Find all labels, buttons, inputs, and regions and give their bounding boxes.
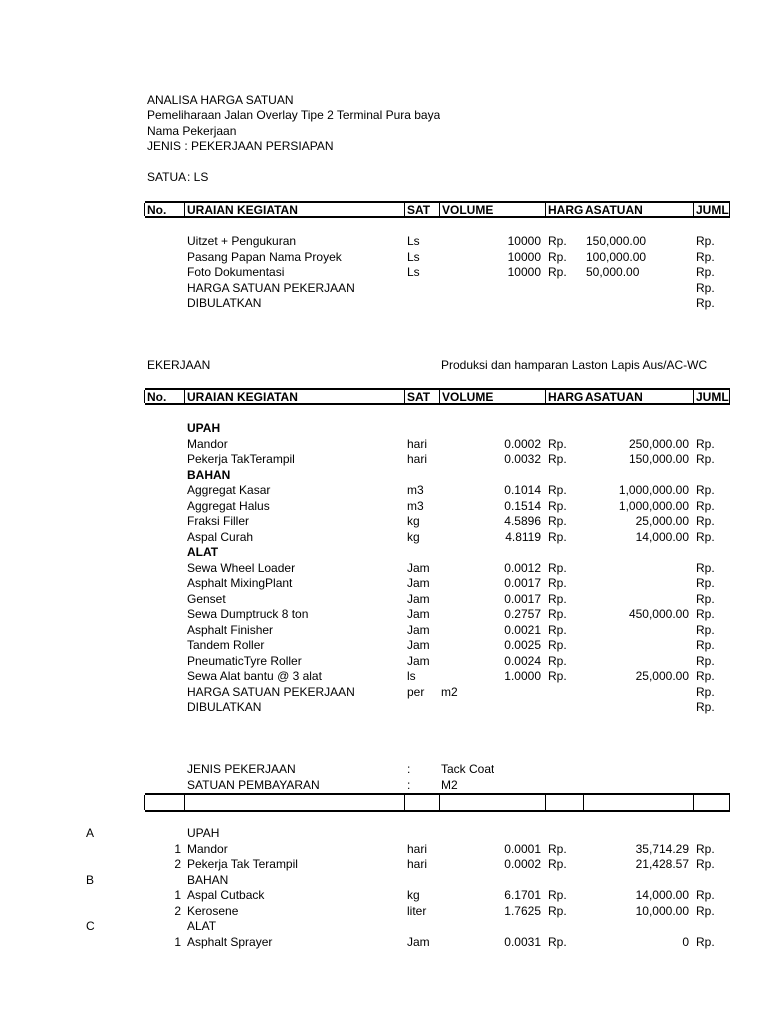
row-description: Sewa Wheel Loader xyxy=(187,560,296,575)
group-letter-b: B xyxy=(86,872,95,887)
row-currency: Rp. xyxy=(548,653,567,668)
row-unit: Ls xyxy=(407,265,420,279)
harga-satuan-pekerjaan-label: HARGA SATUAN PEKERJAAN xyxy=(187,684,355,699)
row-unit: kg xyxy=(407,514,420,528)
row-unit-price: 1,000,000.00 xyxy=(618,483,689,497)
row-total-currency: Rp. xyxy=(696,591,715,606)
row-volume: 0.0017 xyxy=(504,576,541,590)
header-satuan: ASATUAN xyxy=(585,391,643,404)
row-unit-price: 0 xyxy=(682,934,689,949)
group-letter-c: C xyxy=(86,919,95,933)
jenis-pekerjaan-value: Tack Coat xyxy=(441,762,495,776)
row-volume: 0.0024 xyxy=(504,653,541,668)
pekerjaan-label: EKERJAAN xyxy=(147,358,211,372)
row-currency: Rp. xyxy=(548,638,567,652)
row-volume: 0.0012 xyxy=(504,560,541,575)
row-volume: 0.0032 xyxy=(504,452,541,466)
dibulatkan-label: DIBULATKAN xyxy=(187,700,262,714)
row-description: Mandor xyxy=(187,841,228,856)
row-total-currency: Rp. xyxy=(696,265,715,279)
bahan-heading: BAHAN xyxy=(187,467,231,482)
row-description: Asphalt MixingPlant xyxy=(187,576,293,590)
row-total-currency: Rp. xyxy=(696,452,715,466)
upah-heading: UPAH xyxy=(187,421,221,435)
row-number: 1 xyxy=(174,888,181,902)
row-unit-price: 25,000.00 xyxy=(635,669,689,683)
row-currency: Rp. xyxy=(548,903,567,918)
header-sat: SAT xyxy=(407,204,431,217)
row-currency: Rp. xyxy=(548,560,567,575)
row-currency: Rp. xyxy=(548,841,567,856)
row-total-currency: Rp. xyxy=(696,903,715,918)
row-currency: Rp. xyxy=(548,857,567,871)
row-unit: kg xyxy=(407,529,420,544)
header-uraian: URAIAN KEGIATAN xyxy=(187,391,298,404)
row-unit-price: 25,000.00 xyxy=(635,514,689,528)
alat-heading: ALAT xyxy=(187,919,217,933)
row-unit-price: 10,000.00 xyxy=(635,903,689,918)
row-currency: Rp. xyxy=(548,529,567,544)
row-total-currency: Rp. xyxy=(696,934,715,949)
row-currency: Rp. xyxy=(548,452,567,466)
row-description: Pekerja TakTerampil xyxy=(187,452,295,466)
row-number: 1 xyxy=(174,841,181,856)
row-number: 1 xyxy=(174,934,181,949)
row-description: Uitzet + Pengukuran xyxy=(187,234,297,248)
row-description: Aspal Curah xyxy=(187,529,254,544)
row-description: Asphalt Sprayer xyxy=(187,934,273,949)
row-unit: m3 xyxy=(407,483,424,497)
row-description: Pekerja Tak Terampil xyxy=(187,857,298,871)
row-unit: hari xyxy=(407,436,428,451)
row-volume: 10000 xyxy=(507,249,541,264)
row-unit: Jam xyxy=(407,653,430,668)
row-unit: Jam xyxy=(407,591,430,606)
header-harga: HARG xyxy=(548,391,584,404)
row-currency: Rp. xyxy=(548,498,567,513)
row-unit-price: 450,000.00 xyxy=(628,607,689,621)
row-currency: Rp. xyxy=(548,436,567,451)
row-total-currency: Rp. xyxy=(696,653,715,668)
satuan-value: : LS xyxy=(187,170,209,184)
project-name: Pemeliharaan Jalan Overlay Tipe 2 Terminal Pura baya xyxy=(147,108,441,122)
row-description: Aspal Cutback xyxy=(187,888,265,902)
row-description: Aggregat Halus xyxy=(187,498,270,513)
row-description: Genset xyxy=(187,591,226,606)
row-total-currency: Rp. xyxy=(696,560,715,575)
jenis-colon: : xyxy=(407,762,411,776)
harga-per: per xyxy=(407,684,425,699)
harga-satuan-currency: Rp. xyxy=(696,281,715,295)
row-volume: 0.0001 xyxy=(504,841,541,856)
row-volume: 0.0002 xyxy=(504,436,541,451)
row-currency: Rp. xyxy=(548,888,567,902)
row-total-currency: Rp. xyxy=(696,638,715,652)
row-unit: Ls xyxy=(407,249,420,264)
jenis-pekerjaan-label: JENIS PEKERJAAN xyxy=(187,762,296,776)
row-unit: hari xyxy=(407,841,428,856)
row-number: 2 xyxy=(174,857,181,871)
row-volume: 4.8119 xyxy=(505,529,541,544)
row-currency: Rp. xyxy=(548,483,567,497)
row-unit: Jam xyxy=(407,622,430,637)
row-total-currency: Rp. xyxy=(696,514,715,528)
row-currency: Rp. xyxy=(548,249,567,264)
row-volume: 0.0021 xyxy=(504,622,541,637)
header-sat: SAT xyxy=(407,391,431,404)
header-harga: HARG xyxy=(548,204,584,217)
row-unit: liter xyxy=(407,903,427,918)
row-total-currency: Rp. xyxy=(696,888,715,902)
harga-satuan-pekerjaan-label: HARGA SATUAN PEKERJAAN xyxy=(187,281,355,295)
row-unit: m3 xyxy=(407,498,424,513)
harga-unit: m2 xyxy=(441,684,458,699)
row-description: Aggregat Kasar xyxy=(187,483,271,497)
row-currency: Rp. xyxy=(548,514,567,528)
table-header-1 xyxy=(145,201,730,218)
header-volume: VOLUME xyxy=(442,204,494,217)
row-total-currency: Rp. xyxy=(696,436,715,451)
row-volume: 0.1014 xyxy=(504,483,541,497)
row-description: Sewa Alat bantu @ 3 alat xyxy=(187,669,322,683)
row-number: 2 xyxy=(174,903,181,918)
header-uraian: URAIAN KEGIATAN xyxy=(187,204,298,217)
row-description: Sewa Dumptruck 8 ton xyxy=(187,607,309,621)
row-volume: 0.0017 xyxy=(504,591,541,606)
row-currency: Rp. xyxy=(548,622,567,637)
row-unit: kg xyxy=(407,888,420,902)
row-total-currency: Rp. xyxy=(696,857,715,871)
row-unit-price: 150,000.00 xyxy=(586,234,647,248)
row-unit: hari xyxy=(407,452,428,466)
row-volume: 1.0000 xyxy=(504,669,541,683)
row-currency: Rp. xyxy=(548,591,567,606)
row-currency: Rp. xyxy=(548,265,567,279)
row-unit: hari xyxy=(407,857,428,871)
row-volume: 0.0002 xyxy=(504,857,541,871)
row-total-currency: Rp. xyxy=(696,234,715,248)
row-unit-price: 14,000.00 xyxy=(635,888,689,902)
row-currency: Rp. xyxy=(548,234,567,248)
row-description: Mandor xyxy=(187,436,228,451)
row-total-currency: Rp. xyxy=(696,841,715,856)
nama-pekerjaan-label: Nama Pekerjaan xyxy=(147,124,237,138)
row-total-currency: Rp. xyxy=(696,576,715,590)
header-satuan: ASATUAN xyxy=(585,204,643,217)
row-volume: 0.2757 xyxy=(504,607,541,621)
row-unit-price: 1,000,000.00 xyxy=(618,498,689,513)
row-unit-price: 35,714.29 xyxy=(635,841,689,856)
dibulatkan-label: DIBULATKAN xyxy=(187,296,262,310)
satuan-pembayaran-label: SATUAN PEMBAYARAN xyxy=(187,778,320,792)
header-no: No. xyxy=(147,391,167,404)
row-description: PneumaticTyre Roller xyxy=(187,653,302,668)
row-volume: 6.1701 xyxy=(504,888,541,902)
row-volume: 1.7625 xyxy=(504,903,541,918)
row-description: Asphalt Finisher xyxy=(187,622,274,637)
row-unit-price: 100,000.00 xyxy=(586,249,647,264)
row-currency: Rp. xyxy=(548,607,567,621)
row-unit-price: 250,000.00 xyxy=(628,436,689,451)
row-volume: 0.1514 xyxy=(504,498,541,513)
satuan-colon: : xyxy=(407,778,411,792)
row-volume: 0.0025 xyxy=(504,638,541,652)
row-description: Tandem Roller xyxy=(187,638,265,652)
row-unit-price: 14,000.00 xyxy=(635,529,689,544)
row-unit: Jam xyxy=(407,607,430,621)
dibulatkan-currency: Rp. xyxy=(696,700,715,714)
row-unit: Jam xyxy=(407,576,430,590)
satuan-pembayaran-value: M2 xyxy=(441,778,458,792)
row-unit-price: 50,000.00 xyxy=(586,265,640,279)
row-total-currency: Rp. xyxy=(696,607,715,621)
row-currency: Rp. xyxy=(548,669,567,683)
row-volume: 10000 xyxy=(507,265,541,279)
row-unit: Ls xyxy=(407,234,420,248)
row-unit-price: 21,428.57 xyxy=(635,857,689,871)
row-unit: Jam xyxy=(407,934,430,949)
row-description: Pasang Papan Nama Proyek xyxy=(187,249,342,264)
table-header-2 xyxy=(145,388,730,405)
row-total-currency: Rp. xyxy=(696,498,715,513)
row-unit-price: 150,000.00 xyxy=(628,452,689,466)
pekerjaan-description: Produksi dan hamparan Laston Lapis Aus/AC-WC xyxy=(441,358,708,372)
row-volume: 10000 xyxy=(507,234,541,248)
document-title: ANALISA HARGA SATUAN xyxy=(147,93,294,107)
row-total-currency: Rp. xyxy=(696,529,715,544)
row-currency: Rp. xyxy=(548,576,567,590)
bahan-heading: BAHAN xyxy=(187,872,229,887)
row-total-currency: Rp. xyxy=(696,249,715,264)
dibulatkan-currency: Rp. xyxy=(696,296,715,310)
row-description: Fraksi Filler xyxy=(187,514,249,528)
satuan-label: SATUA xyxy=(147,170,187,184)
header-jumlah: JUML xyxy=(696,391,729,404)
header-volume: VOLUME xyxy=(442,391,494,404)
row-unit: ls xyxy=(407,669,416,683)
row-currency: Rp. xyxy=(548,934,567,949)
row-volume: 4.5896 xyxy=(504,514,541,528)
row-unit: Jam xyxy=(407,560,430,575)
row-total-currency: Rp. xyxy=(696,622,715,637)
row-volume: 0.0031 xyxy=(504,934,541,949)
row-description: Foto Dokumentasi xyxy=(187,265,285,279)
alat-heading: ALAT xyxy=(187,545,219,559)
harga-satuan-currency: Rp. xyxy=(696,684,715,699)
row-total-currency: Rp. xyxy=(696,483,715,497)
row-unit: Jam xyxy=(407,638,430,652)
table-header-3 xyxy=(145,793,730,812)
upah-heading: UPAH xyxy=(187,826,220,840)
header-jumlah: JUML xyxy=(696,204,729,217)
row-description: Kerosene xyxy=(187,903,239,918)
group-letter-a: A xyxy=(86,826,95,840)
header-no: No. xyxy=(147,204,167,217)
row-total-currency: Rp. xyxy=(696,669,715,683)
jenis-pekerjaan-label: JENIS : PEKERJAAN PERSIAPAN xyxy=(147,139,334,153)
